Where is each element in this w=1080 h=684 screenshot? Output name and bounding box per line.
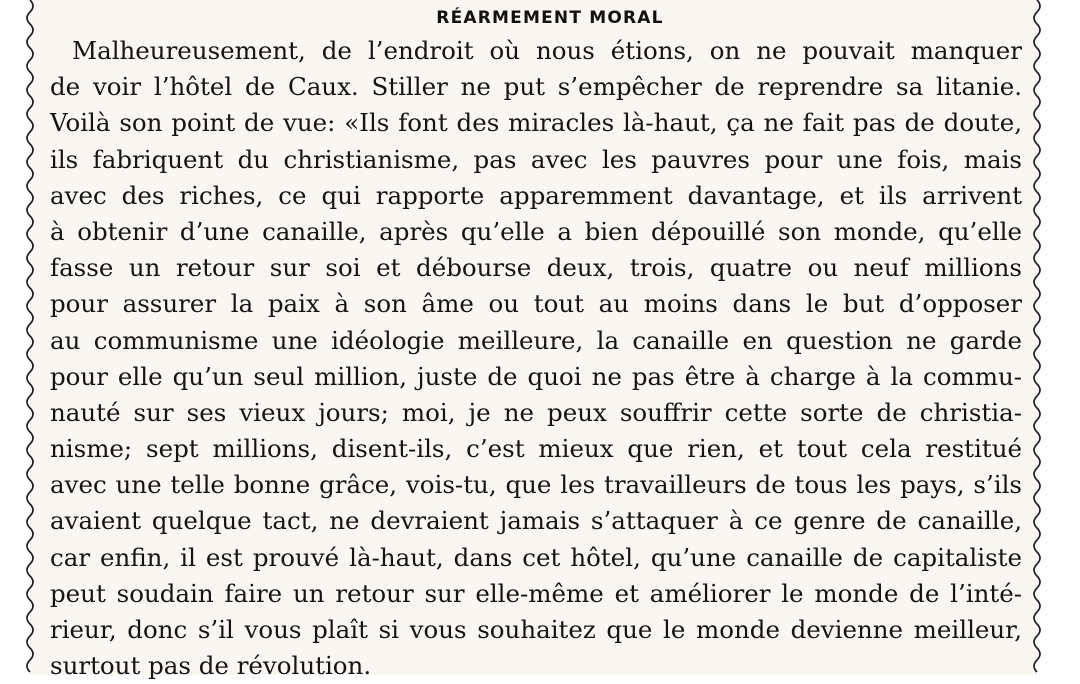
text-line: rieur, donc s’il vous plaît si vous souhaitez que le monde devienne meilleur,: [50, 615, 1022, 644]
text-line: Malheureusement, de l’endroit où nous étions, on ne pouvait manquer: [72, 36, 1022, 65]
text-line: avec des riches, ce qui rapporte apparemment davantage, et ils arrivent: [50, 180, 1022, 210]
text-line: pour assurer la paix à son âme ou tout au moins dans le but d’opposer: [50, 289, 1022, 319]
text-line: nisme; sept millions, disent-ils, c’est mieux que rien, et tout cela restitué: [50, 434, 1022, 464]
body-text: [50, 33, 1022, 684]
text-line: de voir l’hôtel de Caux. Stiller ne put s’empêcher de reprendre sa litanie.: [50, 72, 1022, 102]
text-line: ils fabriquent du christianisme, pas avec les pauvres pour une fois, mais: [50, 144, 1022, 174]
text-line: car enfin, il est prouvé là-haut, dans cet hôtel, qu’une canaille de capitaliste: [50, 542, 1022, 572]
text-line: fasse un retour sur soi et débourse deux, trois, quatre ou neuf millions: [50, 253, 1022, 283]
section-title: RÉARMEMENT MORAL: [436, 8, 664, 28]
text-line: avec une telle bonne grâce, vois-tu, que les travailleurs de tous les pays, s’ils: [50, 470, 1022, 500]
text-line: pour elle qu’un seul million, juste de quoi ne pas être à charge à la commu-: [50, 361, 1022, 391]
text-line: surtout pas de révolution.: [50, 651, 372, 681]
wavy-border-left-icon: [23, 0, 37, 675]
text-line: au communisme une idéologie meilleure, la canaille en question ne garde: [50, 325, 1022, 355]
text-line: nauté sur ses vieux jours; moi, je ne peux souffrir cette sorte de christia-: [50, 397, 1022, 427]
text-line: peut soudain faire un retour sur elle-même et améliorer le monde de l’inté-: [50, 578, 1022, 608]
text-line: avaient quelque tact, ne devraient jamais s’attaquer à ce genre de canaille,: [50, 506, 1022, 536]
text-line: Voilà son point de vue: «Ils font des miracles là-haut, ça ne fait pas de doute,: [50, 108, 1022, 138]
wavy-border-right-icon: [1030, 0, 1044, 675]
text-line: à obtenir d’une canaille, après qu’elle a bien dépouillé son monde, qu’elle: [50, 216, 1022, 246]
